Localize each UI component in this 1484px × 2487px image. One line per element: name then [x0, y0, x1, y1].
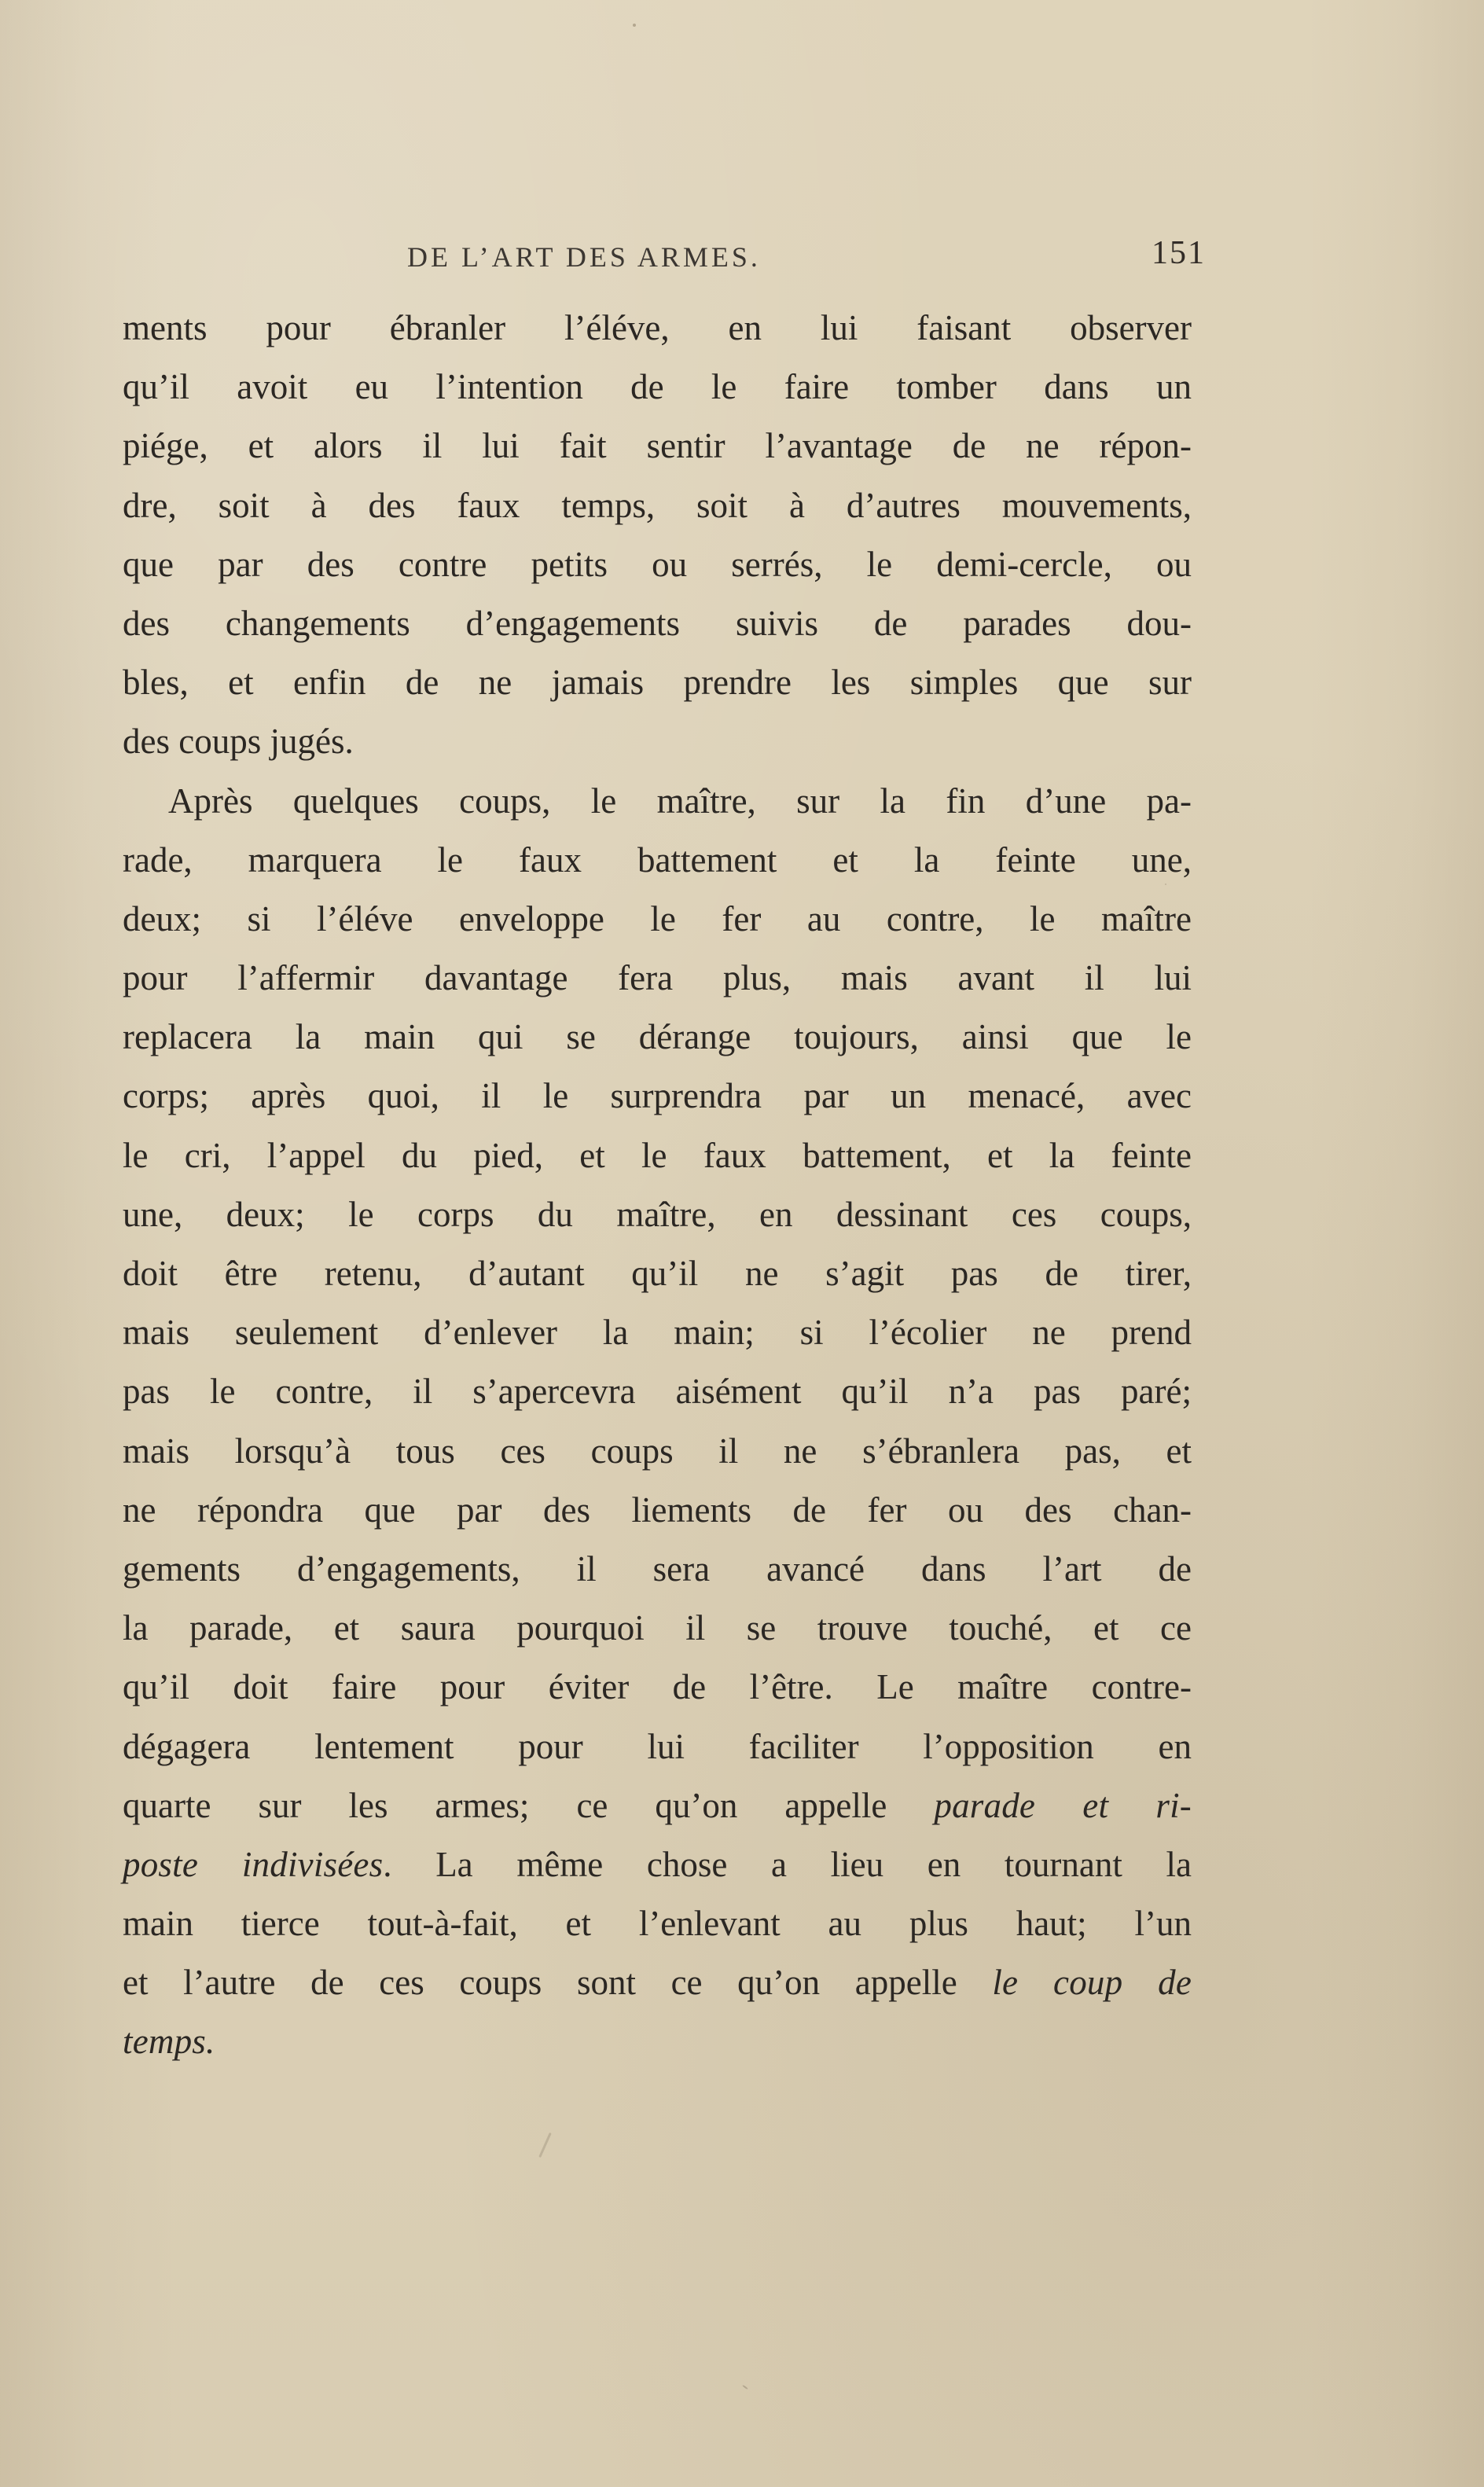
text-line-mixed: [123, 1835, 1192, 1894]
text-line: le cri, l’appel du pied, et le faux battement, et la feinte: [123, 1135, 1192, 1175]
text-line: ments pour ébranler l’éléve, en lui faisant observer: [123, 308, 1192, 347]
text-line: ne répondra que par des liements de fer ou des chan-: [123, 1490, 1192, 1530]
page-number: 151: [1152, 235, 1206, 271]
text-line: pour l’affermir davantage fera plus, mais avant il lui: [123, 958, 1192, 998]
text-line: gements d’engagements, il sera avancé dans l’art de: [123, 1548, 1192, 1589]
paper-speck: [633, 24, 636, 27]
text-run: quarte sur les armes; ce qu’on appelle: [123, 1785, 935, 1825]
italic-text-run: poste indivisées: [123, 1844, 384, 1884]
text-line: dre, soit à des faux temps, soit à d’autres mouvements,: [123, 485, 1192, 525]
text-line: mais seulement d’enlever la main; si l’écolier ne prend: [123, 1313, 1192, 1353]
text-line: rade, marquera le faux battement et la feinte une,: [123, 839, 1192, 880]
text-line: doit être retenu, d’autant qu’il ne s’agit pas de tirer,: [123, 1254, 1192, 1293]
running-head: DE L’ART DES ARMES.: [407, 241, 761, 273]
text-line-italic: [123, 2012, 1192, 2071]
text-line: pas le contre, il s’apercevra aisément qu’il n’a pas paré;: [123, 1372, 1192, 1412]
text-line: dégagera lentement pour lui faciliter l’opposition en: [123, 1726, 1192, 1766]
text-line: mais lorsqu’à tous ces coups il ne s’ébranlera pas, et: [123, 1431, 1192, 1471]
page-body: [123, 299, 1192, 2072]
text-line: deux; si l’éléve enveloppe le fer au contre, le maître: [123, 898, 1192, 939]
italic-text-run: temps.: [123, 2022, 215, 2062]
text-line: replacera la main qui se dérange toujours, ainsi que le: [123, 1017, 1192, 1057]
text-line: piége, et alors il lui fait sentir l’avantage de ne répon-: [123, 426, 1192, 466]
text-line: des coups jugés.: [123, 722, 354, 762]
text-line: que par des contre petits ou serrés, le demi-cercle, ou: [123, 544, 1192, 584]
text-line-mixed: [123, 1953, 1192, 2012]
text-line: une, deux; le corps du maître, en dessinant ces coups,: [123, 1194, 1192, 1234]
text-line: qu’il doit faire pour éviter de l’être. Le maître contre-: [123, 1667, 1192, 1707]
text-line: corps; après quoi, il le surprendra par un menacé, avec: [123, 1076, 1192, 1116]
text-run: . La même chose a lieu en tournant la: [383, 1844, 1192, 1884]
text-line-mixed: [123, 1776, 1192, 1835]
paper-mark: [538, 2133, 552, 2158]
italic-text-run: le coup de: [992, 1963, 1192, 2003]
text-line: qu’il avoit eu l’intention de le faire tomber dans un: [123, 367, 1192, 407]
text-line: bles, et enfin de ne jamais prendre les simples que sur: [123, 663, 1192, 703]
text-line: la parade, et saura pourquoi il se trouve touché, et ce: [123, 1608, 1192, 1648]
text-line: des changements d’engagements suivis de parades dou-: [123, 603, 1192, 643]
text-line: main tierce tout-à-fait, et l’enlevant au plus haut; l’un: [123, 1904, 1192, 1944]
italic-text-run: parade et ri-: [934, 1785, 1192, 1825]
page-header: [407, 234, 1206, 289]
text-line: Après quelques coups, le maître, sur la fin d’une pa-: [168, 781, 1192, 821]
text-run: et l’autre de ces coups sont ce qu’on appelle: [123, 1963, 993, 2003]
paper-speck: [742, 2385, 748, 2390]
